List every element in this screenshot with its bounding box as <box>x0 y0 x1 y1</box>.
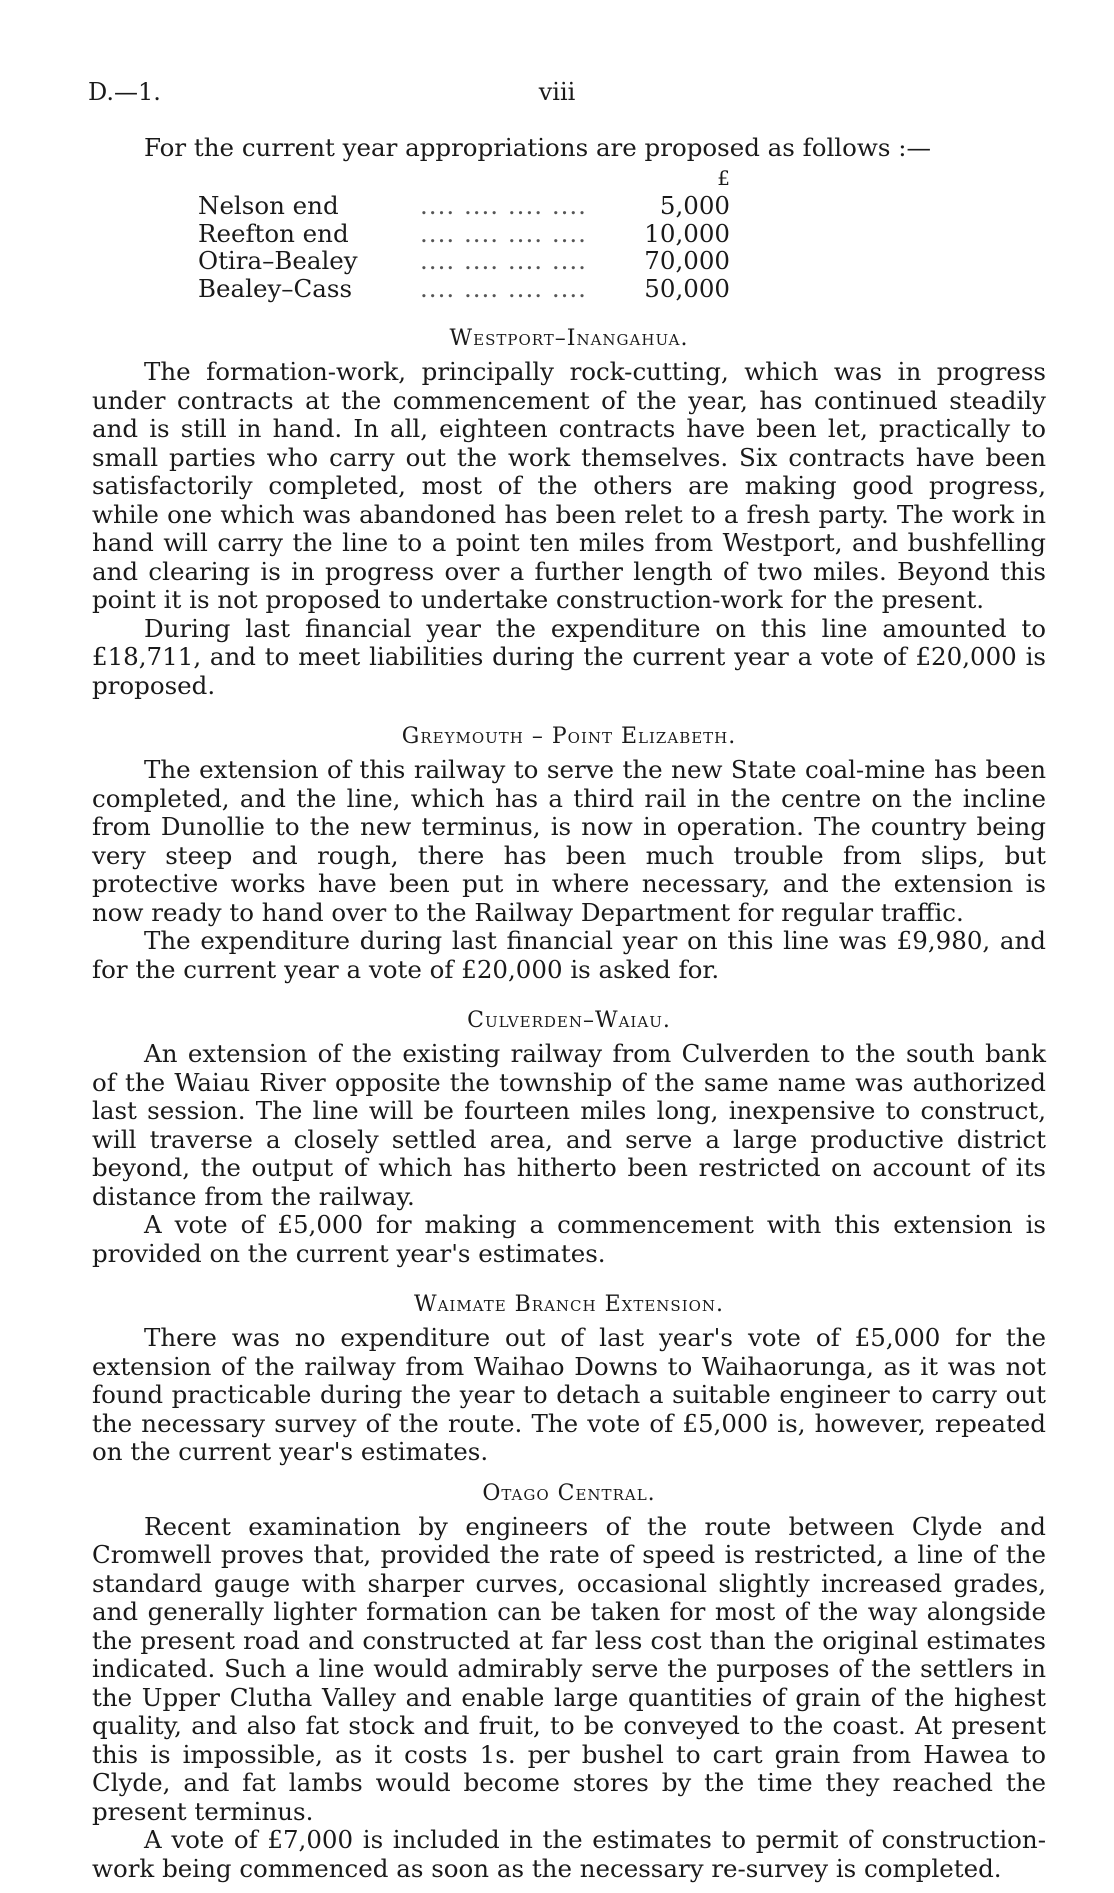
appropriations-intro: For the current year appropriations are proposed as follows :— <box>144 133 931 162</box>
section-heading-waimate-branch-extension: Waimate Branch Extension. <box>413 1292 725 1317</box>
page-header <box>88 78 1026 108</box>
appropriation-place: Otira–Bealey <box>198 246 358 275</box>
section-paragraph: The formation-work, principally rock-cutting, which was in progress under contracts at the commencement of the year, has continued steadily and is still in hand. In all, eighteen contracts have been let, practically to small parties who carry out the work themselves. Six contracts have been satisfactorily completed, most of the others are making good progress, while one which was abandoned has been relet to a fresh party. The work in hand will carry the line to a point ten miles from Westport, and bushfelling and clearing is in progress over a further length of two miles. Beyond this point it is not proposed to undertake construction-work for the present. <box>92 357 1046 614</box>
appropriation-place: Nelson end <box>198 191 339 220</box>
appropriation-row <box>198 220 730 248</box>
appropriation-amount: 5,000 <box>659 191 730 220</box>
section-paragraph: An extension of the existing railway from Culverden to the south bank of the Waiau River opposite the township of the same name was authorized last session. The line will be fourteen miles long, inexpensive to construct, will traverse a closely settled area, and serve a large productive district beyond, the output of which has hitherto been restricted on account of its distance from the railway. <box>92 1039 1046 1211</box>
appropriation-amount: 50,000 <box>644 273 730 303</box>
section-paragraph: The expenditure during last financial year on this line was £9,980, and for the current year a vote of £20,000 is asked for. <box>92 926 1046 984</box>
section-paragraph: There was no expenditure out of last year's vote of £5,000 for the extension of the railway from Waihao Downs to Waihaorunga, as it was not found practicable during the year to detach a suitable engineer to carry out the necessary survey of the route. The vote of £5,000 is, however, repeated on the current year's estimates. <box>92 1323 1046 1466</box>
section-paragraph: A vote of £5,000 for making a commencement with this extension is provided on the current year's estimates. <box>92 1210 1046 1268</box>
appropriation-row <box>198 192 730 220</box>
page-body <box>92 134 1046 1883</box>
document-reference: D.—1. <box>88 78 161 106</box>
leader-dots: .... .... .... .... <box>420 273 587 303</box>
section-paragraph: Recent examination by engineers of the route between Clyde and Cromwell proves that, provided the rate of speed is restricted, a line of the standard gauge with sharper curves, occasional slightly increased grades, and generally lighter formation can be taken for most of the way alongside the present road and constructed at far less cost than the original estimates indicated. Such a line would admirably serve the purposes of the settlers in the Upper Clutha Valley and enable large quantities of grain of the highest quality, and also fat stock and fruit, to be conveyed to the coast. At present this is impossible, as it costs 1s. per bushel to cart grain from Hawea to Clyde, and fat lambs would become stores by the time they reached the present terminus. <box>92 1511 1046 1826</box>
currency-row <box>198 165 730 193</box>
appropriation-row <box>198 247 730 275</box>
appropriation-place: Reefton end <box>198 218 349 248</box>
section-paragraph: A vote of £7,000 is included in the estimates to permit of construction-work being commenced as soon as the necessary re-survey is completed. <box>92 1825 1046 1883</box>
section-heading-greymouth-point-elizabeth: Greymouth – Point Elizabeth. <box>401 724 737 749</box>
appropriation-row <box>198 275 730 303</box>
page-number: viii <box>538 78 576 106</box>
appropriations-table <box>198 165 730 303</box>
appropriation-amount: 10,000 <box>644 218 730 248</box>
section-heading-culverden-waiau: Culverden–Waiau. <box>467 1008 671 1033</box>
currency-symbol: £ <box>717 165 730 190</box>
section-paragraph: The extension of this railway to serve the new State coal-mine has been completed, and the line, which has a third rail in the centre on the incline from Dunollie to the new terminus, is now in operation. The country being very steep and rough, there has been much trouble from slips, but protective works have been put in where necessary, and the extension is now ready to hand over to the Railway Department for regular traffic. <box>92 755 1046 927</box>
section-heading-westport-inangahua: Westport–Inangahua. <box>449 326 689 351</box>
section-paragraph: During last financial year the expenditure on this line amounted to £18,711, and to meet liabilities during the current year a vote of £20,000 is proposed. <box>92 613 1046 700</box>
appropriation-place: Bealey–Cass <box>198 273 353 303</box>
leader-dots: .... .... .... .... <box>420 191 587 220</box>
section-heading-otago-central: Otago Central. <box>482 1480 656 1506</box>
leader-dots: .... .... .... .... <box>420 246 587 275</box>
appropriation-amount: 70,000 <box>644 246 730 275</box>
leader-dots: .... .... .... .... <box>420 218 587 248</box>
